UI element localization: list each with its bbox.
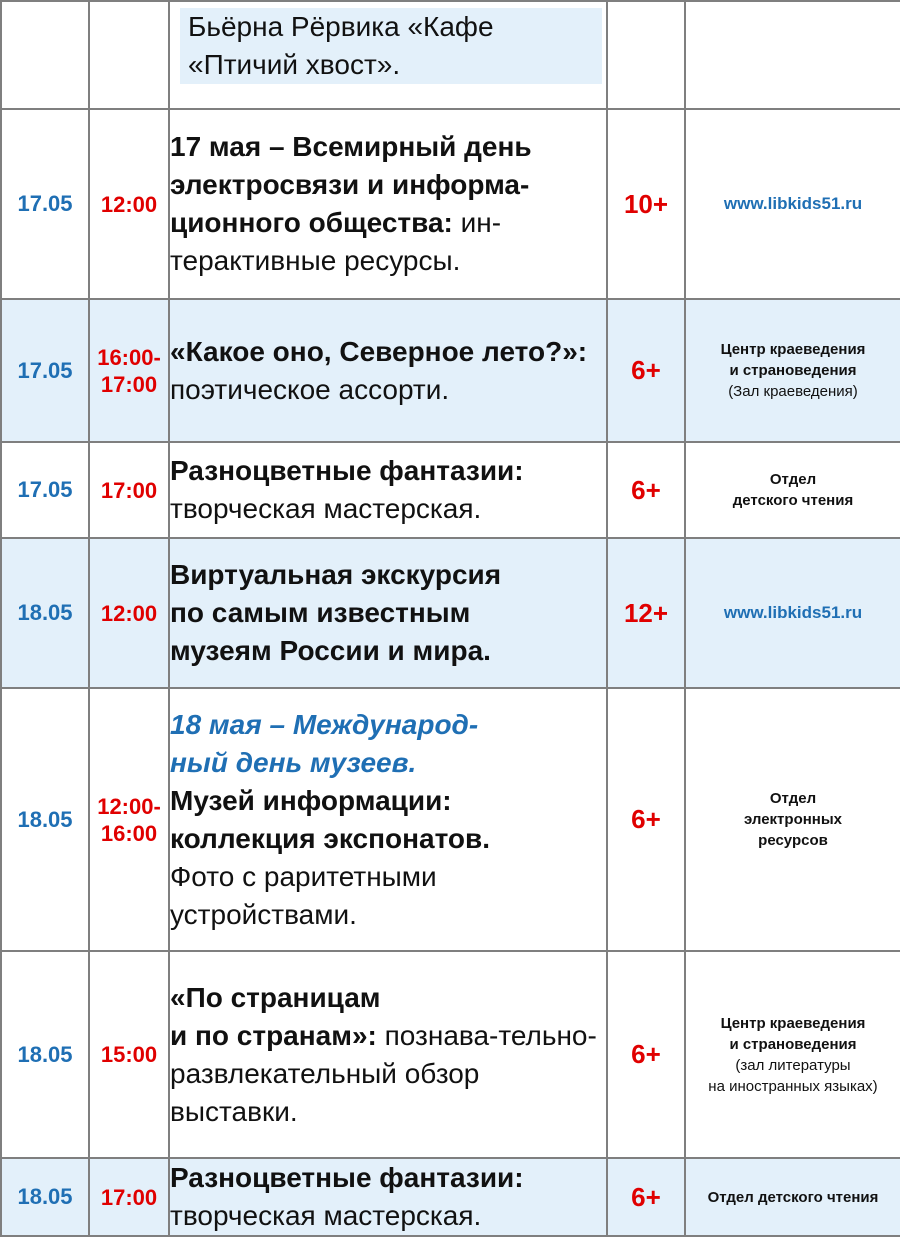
venue-name: Центр краеведения	[720, 341, 866, 358]
event-title-rest: поэтическое ассорти.	[170, 373, 450, 405]
age-rating: 6+	[607, 688, 685, 951]
venue-name: Отдел	[769, 471, 817, 488]
event-time-end: 16:00	[100, 820, 158, 846]
event-title-bold: «По страницам	[170, 981, 381, 1013]
table-row	[1, 1, 900, 109]
event-time: 15:00	[89, 951, 169, 1158]
venue-name: Центр краеведения	[720, 1014, 866, 1032]
event-title-rest: творческая мастерская.	[170, 493, 482, 524]
event-title	[169, 1158, 607, 1236]
event-title-rest: познава-тельно-развлекательный обзор выставки.	[170, 1019, 597, 1127]
event-title	[169, 109, 607, 299]
event-title-bold: коллекция экспонатов.	[170, 822, 491, 854]
age-rating: 6+	[607, 442, 685, 538]
event-time	[89, 688, 169, 951]
event-title-bold: «Какое оно, Северное лето?»:	[170, 335, 588, 367]
age-rating: 6+	[607, 299, 685, 442]
event-title-bold: музеям России и мира.	[170, 635, 491, 666]
table-row	[1, 442, 900, 538]
venue-cell	[685, 688, 900, 951]
age-cell	[607, 1, 685, 109]
event-title-rest: творческая мастерская.	[170, 1200, 482, 1231]
title-continuation	[180, 8, 602, 84]
venue-room: (зал литературы	[735, 1056, 851, 1074]
event-title-bold: 17 мая – Всемирный день электросвязи и информа-ционного общества:	[170, 131, 532, 238]
venue-name: детского чтения	[732, 492, 854, 509]
table-row	[1, 109, 900, 299]
event-title-rest: ин-терактивные ресурсы.	[170, 207, 502, 276]
venue-room: на иностранных языках)	[708, 1077, 878, 1095]
venue-name: Отдел детского чтения	[707, 1188, 879, 1206]
venue-name: Отдел	[769, 790, 817, 807]
event-title	[169, 688, 607, 951]
event-date: 18.05	[1, 538, 89, 688]
venue-cell	[685, 1158, 900, 1236]
event-time: 17:00	[89, 1158, 169, 1236]
event-title	[169, 951, 607, 1158]
event-date: 18.05	[1, 1158, 89, 1236]
event-time: 17:00	[89, 442, 169, 538]
venue-cell	[685, 109, 900, 299]
title-cell	[169, 1, 607, 109]
event-time: 12:00	[89, 538, 169, 688]
event-date: 18.05	[1, 688, 89, 951]
time-cell	[89, 1, 169, 109]
venue-cell	[685, 1, 900, 109]
event-date: 17.05	[1, 442, 89, 538]
age-rating: 12+	[607, 538, 685, 688]
event-title	[169, 442, 607, 538]
table-row	[1, 1158, 900, 1236]
event-time-start: 12:00-	[97, 793, 161, 819]
event-date: 17.05	[1, 299, 89, 442]
event-title-bold: Разноцветные фантазии:	[170, 1162, 524, 1193]
title-line: «Птичий хвост».	[188, 49, 401, 80]
event-title-bold: по самым известным	[170, 597, 471, 628]
venue-name: электронных	[743, 811, 843, 828]
event-title-bold: и по странам»:	[170, 1019, 377, 1051]
event-date: 18.05	[1, 951, 89, 1158]
event-title-bold: Виртуальная экскурсия	[170, 559, 502, 590]
venue-cell	[685, 442, 900, 538]
venue-name: и страноведения	[729, 362, 857, 379]
event-time	[89, 299, 169, 442]
event-time-start: 16:00-	[97, 344, 161, 370]
table-row	[1, 688, 900, 951]
table-row	[1, 951, 900, 1158]
venue-room: (Зал краеведения)	[728, 383, 858, 400]
table-row	[1, 299, 900, 442]
age-rating: 6+	[607, 1158, 685, 1236]
age-rating: 10+	[607, 109, 685, 299]
event-time-end: 17:00	[100, 371, 158, 397]
table-row	[1, 538, 900, 688]
venue-link[interactable]: www.libkids51.ru	[723, 194, 863, 213]
event-title-rest: Фото с раритетными устройствами.	[170, 860, 437, 930]
age-rating: 6+	[607, 951, 685, 1158]
event-date: 17.05	[1, 109, 89, 299]
venue-link[interactable]: www.libkids51.ru	[723, 603, 863, 622]
title-line: Бьёрна Рёрвика «Кафе	[188, 11, 494, 42]
venue-cell	[685, 951, 900, 1158]
venue-cell	[685, 299, 900, 442]
event-title-bold: Разноцветные фантазии:	[170, 455, 524, 486]
event-title	[169, 299, 607, 442]
venue-name: и страноведения	[729, 1035, 857, 1053]
event-title-bold: Музей информации:	[170, 784, 452, 816]
event-time: 12:00	[89, 109, 169, 299]
venue-name: ресурсов	[758, 832, 828, 849]
event-title	[169, 538, 607, 688]
venue-cell	[685, 538, 900, 688]
event-occasion: ный день музеев.	[170, 746, 417, 778]
date-cell	[1, 1, 89, 109]
event-occasion: 18 мая – Международ-	[170, 708, 479, 740]
